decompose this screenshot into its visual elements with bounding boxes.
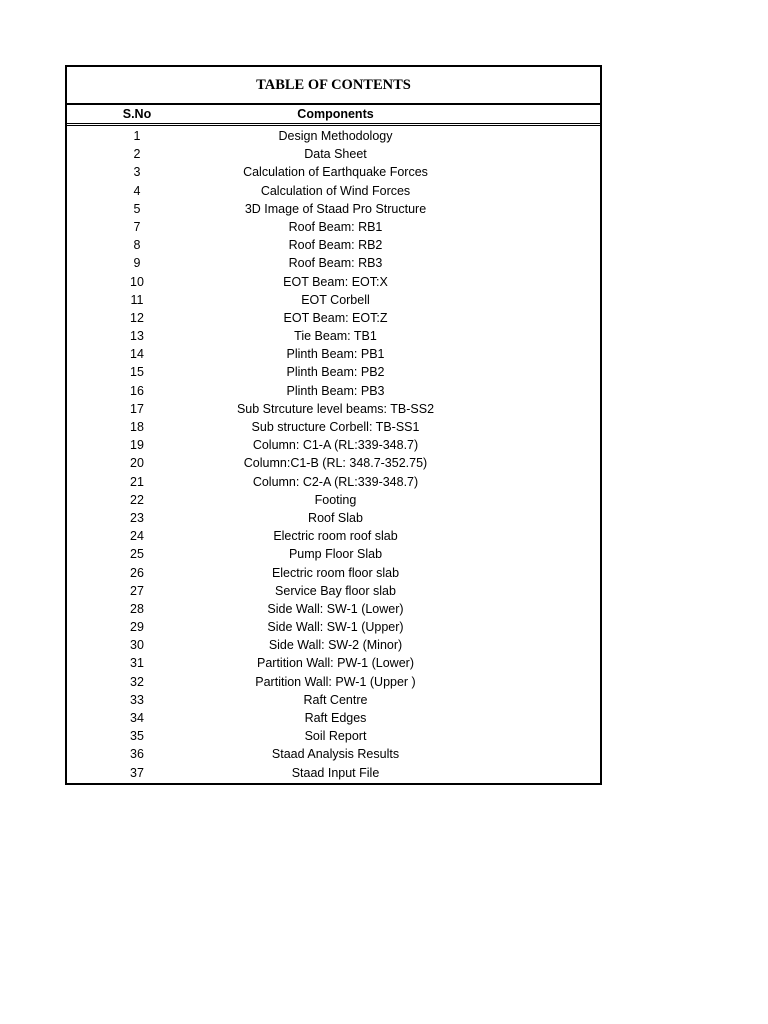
table-row (67, 691, 600, 709)
table-of-contents (65, 65, 602, 785)
row-component: Plinth Beam: PB3 (286, 383, 385, 398)
row-component: Sub structure Corbell: TB-SS1 (251, 420, 420, 434)
table-header (67, 105, 600, 126)
table-row (67, 327, 600, 345)
row-sno: 15 (130, 365, 144, 380)
row-component: Column:C1-B (RL: 348.7-352.75) (243, 456, 428, 471)
row-component: Staad Analysis Results (271, 747, 400, 762)
row-component: Footing (314, 492, 357, 507)
table-row (67, 582, 600, 600)
table-row (67, 600, 600, 618)
row-component: Roof Beam: RB2 (288, 238, 383, 253)
row-component: Roof Slab (308, 510, 363, 525)
row-sno: 20 (130, 456, 144, 471)
table-row (67, 491, 600, 509)
table-row (67, 309, 600, 327)
row-component: Raft Centre (303, 692, 368, 707)
row-sno: 31 (130, 656, 144, 671)
table-row (67, 163, 600, 181)
row-component: Plinth Beam: PB1 (286, 347, 385, 362)
row-sno: 22 (130, 492, 144, 507)
row-component: Column: C2-A (RL:339-348.7) (252, 474, 419, 489)
row-sno: 5 (133, 201, 141, 216)
table-row (67, 200, 600, 218)
table-row (67, 400, 600, 418)
row-sno: 14 (130, 347, 144, 362)
row-component: Side Wall: SW-1 (Upper) (267, 620, 404, 635)
page-title: TABLE OF CONTENTS (67, 67, 600, 105)
row-sno: 13 (130, 329, 144, 344)
table-row (67, 545, 600, 563)
table-body (67, 126, 600, 783)
row-component: Electric room floor slab (271, 565, 400, 580)
row-component: Sub Strcuture level beams: TB-SS2 (236, 401, 435, 416)
row-component: Pump Floor Slab (288, 547, 383, 562)
row-component: Partition Wall: PW-1 (Upper ) (255, 674, 416, 689)
table-row (67, 436, 600, 454)
row-sno: 16 (130, 383, 144, 398)
row-sno: 21 (130, 474, 144, 489)
row-sno: 9 (133, 256, 141, 271)
row-sno: 27 (130, 583, 144, 598)
row-sno: 11 (130, 292, 144, 307)
table-row (67, 127, 600, 145)
table-row (67, 618, 600, 636)
row-sno: 30 (130, 638, 144, 653)
row-component: EOT Beam: EOT:Z (283, 310, 388, 325)
table-row (67, 218, 600, 236)
row-component: Tie Beam: TB1 (294, 329, 377, 344)
table-row (67, 454, 600, 472)
row-component: 3D Image of Staad Pro Structure (244, 201, 427, 216)
table-row (67, 654, 600, 672)
table-row (67, 709, 600, 727)
row-sno: 32 (130, 674, 144, 689)
table-row (67, 673, 600, 691)
table-row (67, 273, 600, 291)
row-component: Design Methodology (278, 129, 393, 143)
table-row (67, 473, 600, 491)
row-component: Roof Beam: RB3 (288, 256, 383, 271)
row-component: Side Wall: SW-2 (Minor) (268, 638, 403, 653)
table-row (67, 145, 600, 163)
row-component: Data Sheet (304, 147, 367, 162)
row-sno: 10 (130, 274, 144, 289)
table-row (67, 254, 600, 272)
table-row (67, 182, 600, 200)
row-sno: 8 (133, 238, 141, 253)
row-sno: 35 (130, 729, 144, 744)
row-component: Electric room roof slab (273, 529, 398, 544)
row-sno: 29 (130, 620, 144, 635)
row-sno: 37 (130, 765, 144, 780)
table-row (67, 345, 600, 363)
row-sno: 34 (130, 711, 144, 725)
table-row (67, 527, 600, 545)
table-row (67, 564, 600, 582)
row-sno: 33 (130, 692, 144, 707)
table-row (67, 363, 600, 381)
row-sno: 36 (130, 747, 144, 762)
row-sno: 28 (130, 601, 144, 616)
row-sno: 18 (130, 420, 144, 434)
row-sno: 25 (130, 547, 144, 562)
row-component: EOT Corbell (301, 292, 370, 307)
table-row (67, 418, 600, 436)
row-component: Roof Beam: RB1 (288, 219, 383, 234)
row-component: Calculation of Wind Forces (260, 183, 411, 198)
row-component: Raft Edges (304, 711, 367, 725)
row-component: EOT Beam: EOT:X (283, 274, 388, 289)
table-row (67, 291, 600, 309)
row-sno: 19 (130, 438, 144, 453)
table-row (67, 509, 600, 527)
row-component: Staad Input File (291, 765, 380, 780)
row-sno: 1 (133, 129, 141, 143)
table-row (67, 764, 600, 782)
row-sno: 3 (133, 165, 141, 180)
row-component: Side Wall: SW-1 (Lower) (267, 601, 404, 616)
row-sno: 26 (130, 565, 144, 580)
row-sno: 7 (133, 219, 141, 234)
row-sno: 17 (130, 401, 144, 416)
row-sno: 2 (133, 147, 141, 162)
table-row (67, 636, 600, 654)
row-component: Plinth Beam: PB2 (286, 365, 385, 380)
table-row (67, 382, 600, 400)
table-row (67, 236, 600, 254)
row-component: Column: C1-A (RL:339-348.7) (252, 438, 419, 453)
row-sno: 12 (130, 310, 144, 325)
header-components: Components (297, 107, 374, 121)
row-sno: 23 (130, 510, 144, 525)
row-component: Soil Report (304, 729, 367, 744)
row-component: Calculation of Earthquake Forces (243, 165, 428, 180)
row-component: Partition Wall: PW-1 (Lower) (257, 656, 414, 671)
row-component: Service Bay floor slab (275, 583, 396, 598)
table-row (67, 745, 600, 763)
header-sno: S.No (122, 107, 152, 121)
table-row (67, 727, 600, 745)
row-sno: 24 (130, 529, 144, 544)
row-sno: 4 (133, 183, 141, 198)
